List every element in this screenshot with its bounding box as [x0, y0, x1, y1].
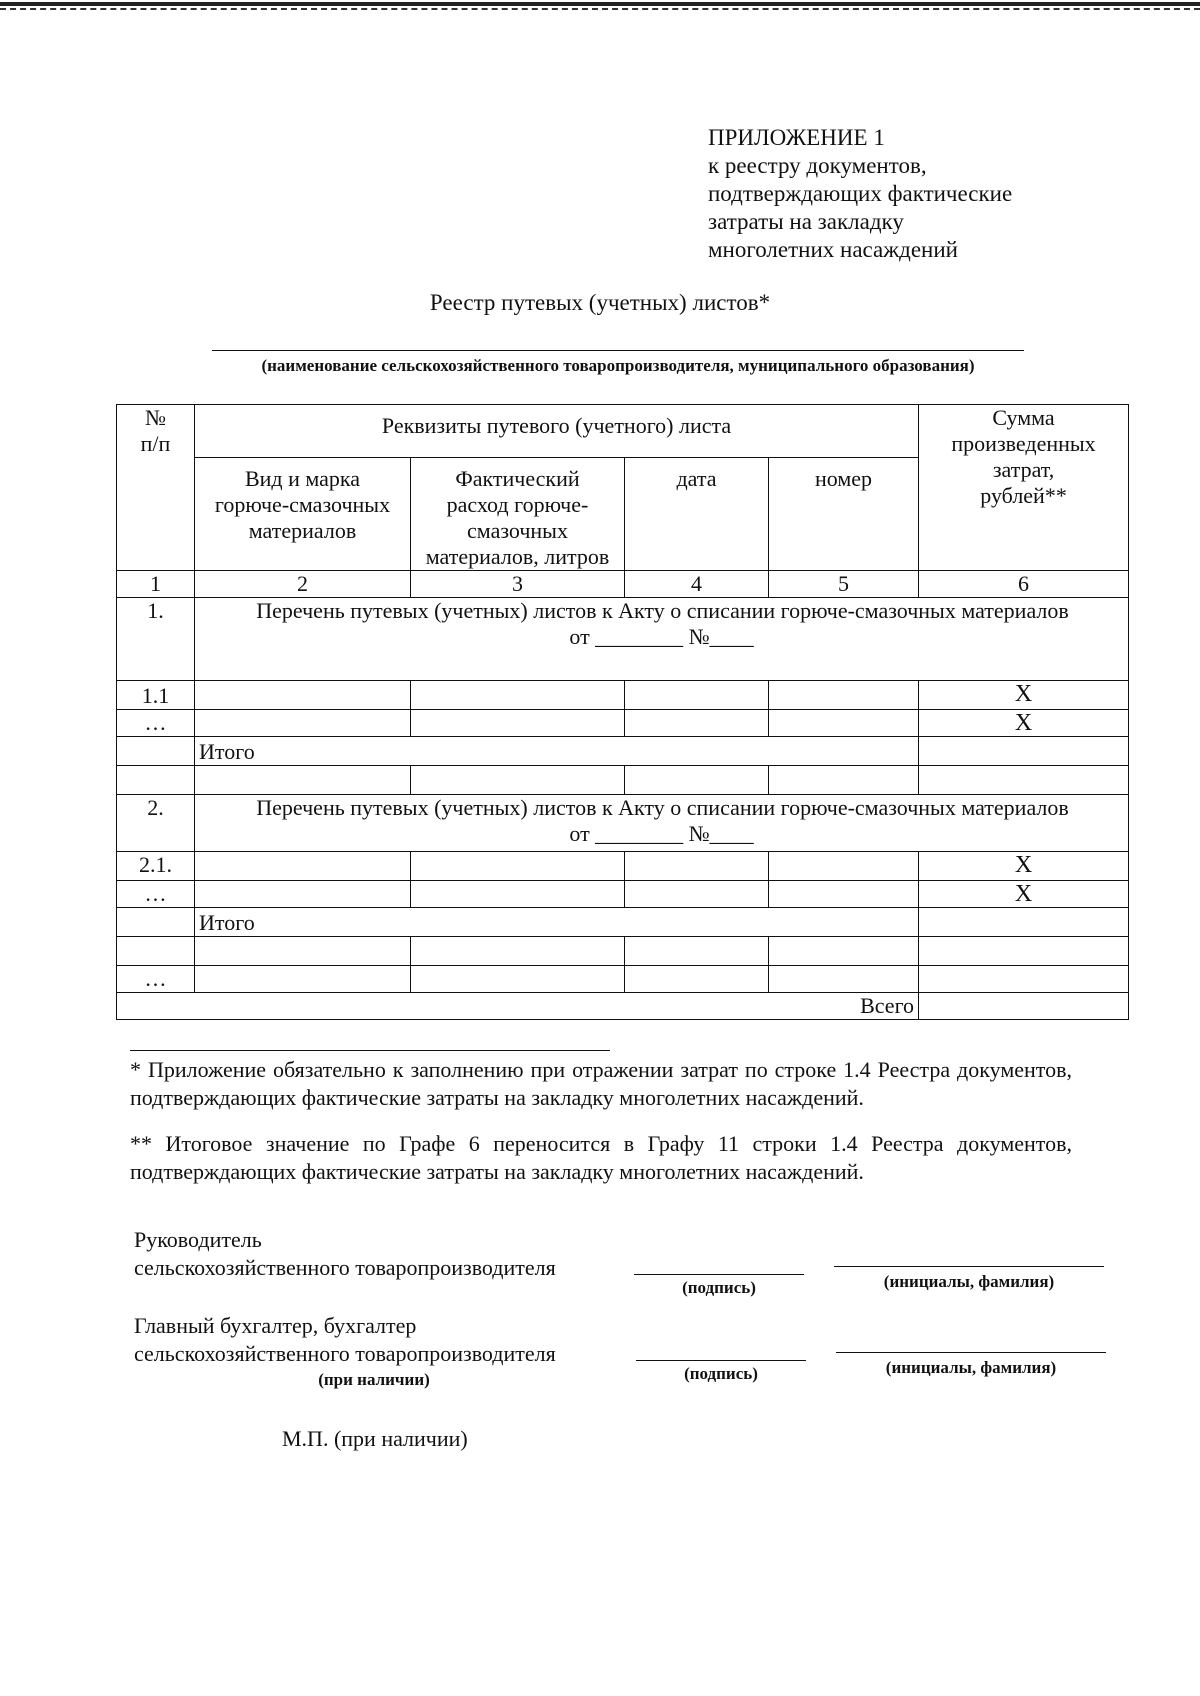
row-1-blank-use[interactable]: [411, 766, 625, 795]
head-signature-caption: (подпись): [682, 1278, 756, 1297]
table-row: [117, 852, 1129, 881]
section-2-subtitle: от ________ №____: [569, 821, 754, 846]
row-1-1-use[interactable]: [411, 681, 625, 710]
head-name-caption: (инициалы, фамилия): [883, 1272, 1055, 1291]
row-2-blank-date[interactable]: [625, 937, 769, 966]
section-1-num: 1.: [117, 598, 195, 681]
column-numbers-row: [117, 571, 1129, 598]
appendix-line-1: ПРИЛОЖЕНИЕ 1: [708, 125, 885, 150]
section-1-total-label: Итого: [195, 737, 919, 766]
producer-name-caption: (наименование сельскохозяйственного товаропроизводителя, муниципального образования): [261, 356, 975, 375]
table-row: [117, 966, 1129, 993]
row-2-n-num: …: [117, 881, 195, 908]
col-number-1: 1: [117, 571, 195, 598]
head-title-line-2: сельскохозяйственного товаропроизводителя: [134, 1255, 556, 1280]
accountant-name-field[interactable]: [836, 1352, 1106, 1353]
section-1-row: [117, 598, 1129, 681]
row-1-blank-sum[interactable]: [919, 766, 1129, 795]
head-signature-field[interactable]: [634, 1274, 804, 1275]
accountant-signature-field[interactable]: [636, 1360, 806, 1361]
row-1-1-number[interactable]: [769, 681, 919, 710]
row-2-1-use[interactable]: [411, 852, 625, 881]
row-2-1-sum: X: [919, 852, 1129, 881]
appendix-line-2: к реестру документов,: [708, 153, 927, 178]
head-name-field[interactable]: [834, 1266, 1104, 1267]
row-1-n-date[interactable]: [625, 710, 769, 737]
accountant-name-caption: (инициалы, фамилия): [885, 1358, 1057, 1377]
header-fuel-type: Вид и марка горюче-смазочных материалов: [195, 458, 411, 571]
table-header-row: [117, 405, 1129, 458]
grand-total-label: Всего: [117, 993, 919, 1020]
header-number: номер: [769, 458, 919, 571]
section-2-row: [117, 795, 1129, 852]
section-2-total-num: [117, 908, 195, 937]
header-actual-use: Фактический расход горюче- смазочных материалов, литров: [411, 458, 625, 571]
accountant-title-line-2: сельскохозяйственного товаропроизводителя: [134, 1341, 556, 1366]
row-1-n-fuel[interactable]: [195, 710, 411, 737]
row-2-1-fuel[interactable]: [195, 852, 411, 881]
table-row: [117, 681, 1129, 710]
row-2-n-number[interactable]: [769, 881, 919, 908]
section-2-title: Перечень путевых (учетных) листов к Акту о списании горюче-смазочных материалов: [256, 795, 1069, 820]
section-2-total-sum[interactable]: [919, 908, 1129, 937]
section-2-num: 2.: [117, 795, 195, 852]
accountant-signature-caption: (подпись): [684, 1364, 758, 1383]
row-1-blank-number[interactable]: [769, 766, 919, 795]
row-2-blank-num: [117, 937, 195, 966]
section-1-title-cell: [195, 598, 1129, 681]
row-2-n-date[interactable]: [625, 881, 769, 908]
accountant-title-line-1: Главный бухгалтер, бухгалтер: [134, 1313, 417, 1338]
section-2-title-cell: [195, 795, 1129, 852]
row-2-1-number[interactable]: [769, 852, 919, 881]
table-row: [117, 881, 1129, 908]
row-1-blank-fuel[interactable]: [195, 766, 411, 795]
appendix-line-5: многолетних насаждений: [708, 237, 958, 262]
scan-edge-dashes: [0, 8, 1200, 10]
row-2-1-num: 2.1.: [117, 852, 195, 881]
head-title-line-1: Руководитель: [134, 1227, 262, 1252]
section-1-subtitle: от ________ №____: [569, 624, 754, 649]
row-1-blank-date[interactable]: [625, 766, 769, 795]
header-num: № п/п: [117, 405, 195, 571]
accountant-note: (при наличии): [318, 1370, 430, 1389]
table-row: [117, 710, 1129, 737]
footnote-2: ** Итоговое значение по Графе 6 переносится в Графу 11 строки 1.4 Реестра документов, подтверждающих фактические затраты на закладку многолетних насаждений.: [130, 1131, 1072, 1184]
row-1-n-use[interactable]: [411, 710, 625, 737]
appendix-line-3: подтверждающих фактические: [708, 181, 1013, 206]
row-2-last-number[interactable]: [769, 966, 919, 993]
footnote-1: * Приложение обязательно к заполнению при отражении затрат по строке 1.4 Реестра документов, подтверждающих фактические затраты на закладку многолетних насаждений.: [130, 1057, 1072, 1110]
grand-total-row: [117, 993, 1129, 1020]
section-1-title: Перечень путевых (учетных) листов к Акту о списании горюче-смазочных материалов: [256, 598, 1069, 623]
row-2-last-fuel[interactable]: [195, 966, 411, 993]
row-1-n-sum: X: [919, 710, 1129, 737]
row-1-1-fuel[interactable]: [195, 681, 411, 710]
col-number-2: 2: [195, 571, 411, 598]
row-2-blank-number[interactable]: [769, 937, 919, 966]
col-number-6: 6: [919, 571, 1129, 598]
table-row: [117, 937, 1129, 966]
row-1-1-sum: X: [919, 681, 1129, 710]
row-1-n-num: …: [117, 710, 195, 737]
col-number-4: 4: [625, 571, 769, 598]
row-2-last-num: …: [117, 966, 195, 993]
col-number-3: 3: [411, 571, 625, 598]
scan-edge: [0, 2, 1200, 6]
row-2-1-date[interactable]: [625, 852, 769, 881]
header-details: Реквизиты путевого (учетного) листа: [195, 405, 919, 458]
appendix-block: [708, 124, 1012, 264]
document-title: Реестр путевых (учетных) листов*: [429, 290, 771, 315]
col-number-5: 5: [769, 571, 919, 598]
section-2-total-row: [117, 908, 1129, 937]
appendix-line-4: затраты на закладку: [708, 209, 904, 234]
header-sum: Сумма произведенных затрат, рублей**: [919, 405, 1129, 571]
row-2-n-fuel[interactable]: [195, 881, 411, 908]
row-1-1-num: 1.1: [117, 681, 195, 710]
row-2-blank-fuel[interactable]: [195, 937, 411, 966]
row-2-blank-use[interactable]: [411, 937, 625, 966]
header-date: дата: [625, 458, 769, 571]
table-row: [117, 766, 1129, 795]
row-1-n-number[interactable]: [769, 710, 919, 737]
row-2-n-use[interactable]: [411, 881, 625, 908]
row-2-n-sum: X: [919, 881, 1129, 908]
stamp-place: М.П. (при наличии): [282, 1426, 468, 1451]
section-1-total-num: [117, 737, 195, 766]
row-2-last-sum[interactable]: [919, 966, 1129, 993]
row-1-1-date[interactable]: [625, 681, 769, 710]
row-2-blank-sum[interactable]: [919, 937, 1129, 966]
section-1-total-row: [117, 737, 1129, 766]
row-2-last-date[interactable]: [625, 966, 769, 993]
footnote-divider: [130, 1050, 610, 1051]
producer-name-field[interactable]: [212, 350, 1024, 351]
section-2-total-label: Итого: [195, 908, 919, 937]
waybill-registry-table: [116, 404, 1129, 1020]
row-1-blank-num: [117, 766, 195, 795]
row-2-last-use[interactable]: [411, 966, 625, 993]
section-1-total-sum[interactable]: [919, 737, 1129, 766]
grand-total-sum[interactable]: [919, 993, 1129, 1020]
